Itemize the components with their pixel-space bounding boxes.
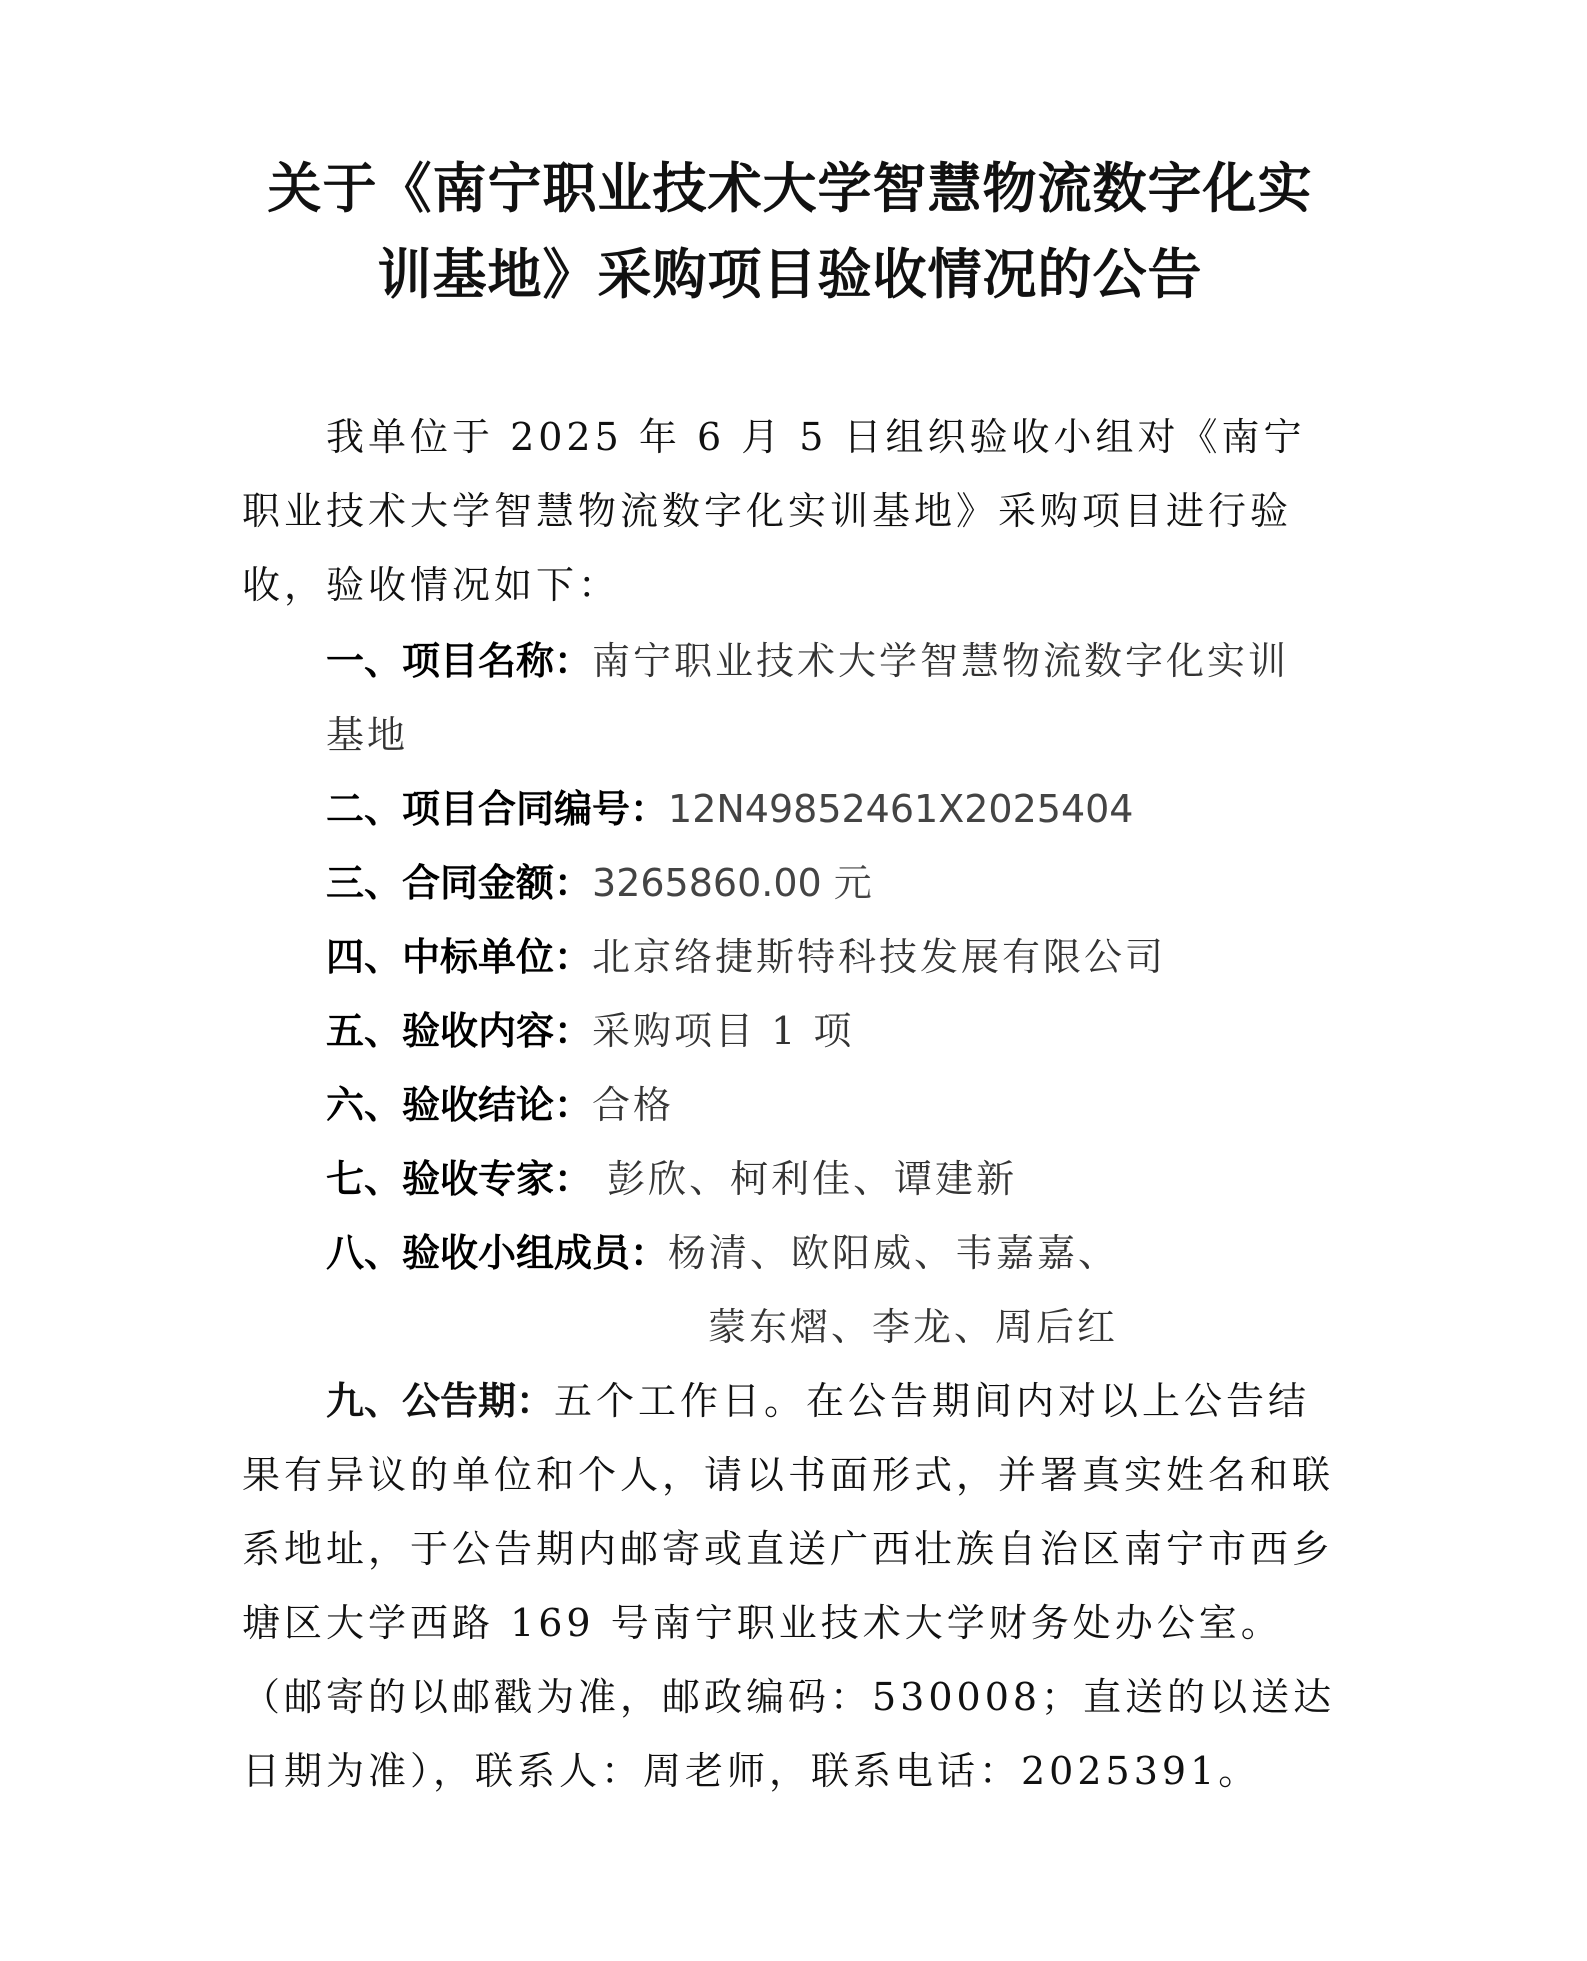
item-contract-number bbox=[326, 772, 1342, 846]
intro-paragraph: 我单位于 2025 年 6 月 5 日组织验收小组对《南宁职业技术大学智慧物流数字化实训基地》采购项目进行验收，验收情况如下： bbox=[242, 415, 1306, 607]
item-acceptance-members bbox=[326, 1216, 1342, 1290]
item-value-continued: 基地 bbox=[326, 713, 409, 757]
item-winning-bidder bbox=[326, 920, 1342, 994]
title-line-2: 训基地》采购项目验收情况的公告 bbox=[377, 242, 1203, 306]
item-value: 采购项目 1 项 bbox=[592, 1009, 855, 1053]
document-title bbox=[230, 145, 1350, 317]
item-acceptance-content bbox=[326, 994, 1342, 1068]
item-value: 南宁职业技术大学智慧物流数字化实训 bbox=[592, 639, 1290, 683]
item-acceptance-members-continued bbox=[708, 1290, 1587, 1364]
item-label: 六、验收结论： bbox=[326, 1083, 593, 1127]
item-project-name bbox=[326, 624, 1342, 772]
item-label: 七、验收专家： bbox=[326, 1157, 593, 1201]
item-value-continued: 蒙东熠、李龙、周后红 bbox=[708, 1305, 1119, 1349]
item-value: 北京络捷斯特科技发展有限公司 bbox=[592, 935, 1167, 979]
item-value: 12N49852461X2025404 bbox=[668, 787, 1134, 831]
item-acceptance-experts bbox=[326, 1142, 1342, 1216]
item-value: 3265860.00 元 bbox=[592, 861, 872, 905]
notice-label: 九、公告期： bbox=[326, 1379, 555, 1423]
title-line-1: 关于《南宁职业技术大学智慧物流数字化实 bbox=[267, 156, 1313, 220]
item-value: 彭欣、柯利佳、谭建新 bbox=[592, 1157, 1018, 1201]
item-label: 八、验收小组成员： bbox=[326, 1231, 669, 1275]
item-value: 合格 bbox=[592, 1083, 675, 1127]
item-label: 一、项目名称： bbox=[326, 639, 593, 683]
item-label: 二、项目合同编号： bbox=[326, 787, 669, 831]
item-acceptance-conclusion bbox=[326, 1068, 1342, 1142]
item-value: 杨清、欧阳威、韦嘉嘉、 bbox=[668, 1231, 1120, 1275]
notice-period-paragraph bbox=[242, 1364, 1342, 1808]
item-label: 三、合同金额： bbox=[326, 861, 593, 905]
notice-text: 五个工作日。在公告期间内对以上公告结果有异议的单位和个人，请以书面形式，并署真实姓名和联系地址，于公告期内邮寄或直送广西壮族自治区南宁市西乡塘区大学西路 169 号南宁职业技术大学财务处办公室。（邮寄的以邮戳为准，邮政编码：530008；直送的以送达日期为准），联系人：周老师，联系电话：2025391。 bbox=[242, 1379, 1336, 1793]
item-label: 五、验收内容： bbox=[326, 1009, 593, 1053]
item-label: 四、中标单位： bbox=[326, 935, 593, 979]
item-contract-amount bbox=[326, 846, 1342, 920]
